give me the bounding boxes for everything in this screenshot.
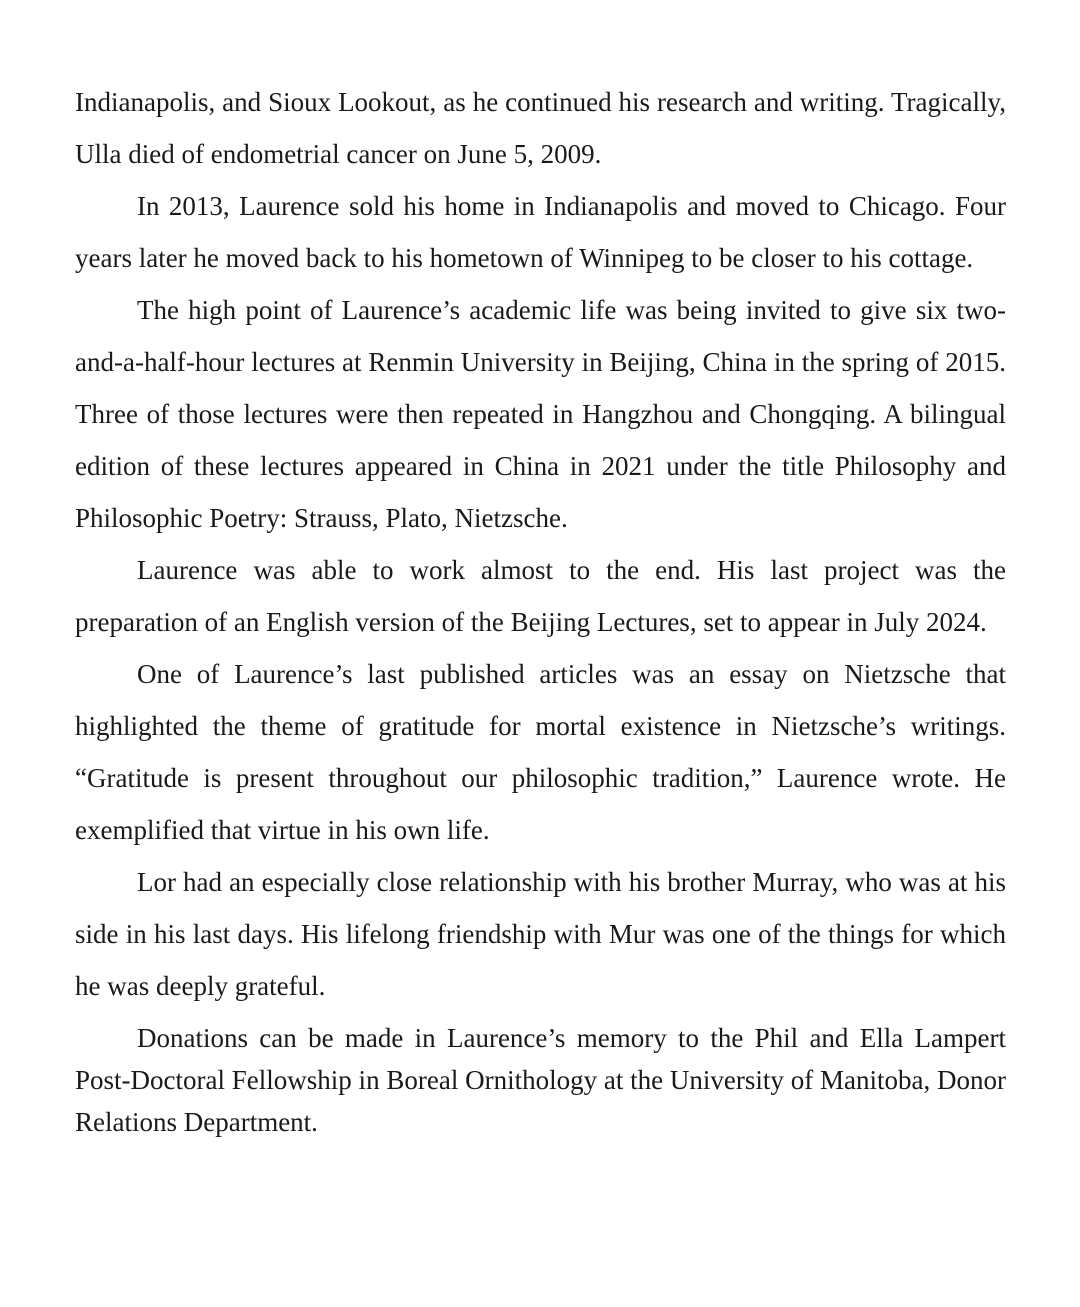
document-page: [75, 76, 1006, 1143]
paragraph-donations: Donations can be made in Laurence’s memory to the Phil and Ella Lampert Post-Doctoral Fellowship in Boreal Ornithology at the University of Manitoba, Donor Relations Department.: [75, 1023, 1006, 1137]
paragraph-last-project: Laurence was able to work almost to the end. His last project was the preparation of an English version of the Beijing Lectures, set to appear in July 2024.: [75, 555, 1006, 637]
paragraph-nietzsche-essay: One of Laurence’s last published articles was an essay on Nietzsche that highlighted the theme of gratitude for mortal existence in Nietzsche’s writings. “Gratitude is present throughout our philosophic tradition,” Laurence wrote. He exemplified that virtue in his own life.: [75, 659, 1006, 845]
paragraph-brother-murray: Lor had an especially close relationship with his brother Murray, who was at his side in his last days. His lifelong friendship with Mur was one of the things for which he was deeply grateful.: [75, 867, 1006, 1001]
paragraph-ulla: Indianapolis, and Sioux Lookout, as he continued his research and writing. Tragically, Ulla died of endometrial cancer on June 5, 2009.: [75, 87, 1006, 169]
paragraph-beijing-lectures: The high point of Laurence’s academic life was being invited to give six two-and-a-half-hour lectures at Renmin University in Beijing, China in the spring of 2015. Three of those lectures were then repeated in Hangzhou and Chongqing. A bilingual edition of these lectures appeared in China in 2021 under the title Philosophy and Philosophic Poetry: Strauss, Plato, Nietzsche.: [75, 295, 1006, 533]
paragraph-move-winnipeg: In 2013, Laurence sold his home in Indianapolis and moved to Chicago. Four years later he moved back to his hometown of Winnipeg to be closer to his cottage.: [75, 191, 1006, 273]
